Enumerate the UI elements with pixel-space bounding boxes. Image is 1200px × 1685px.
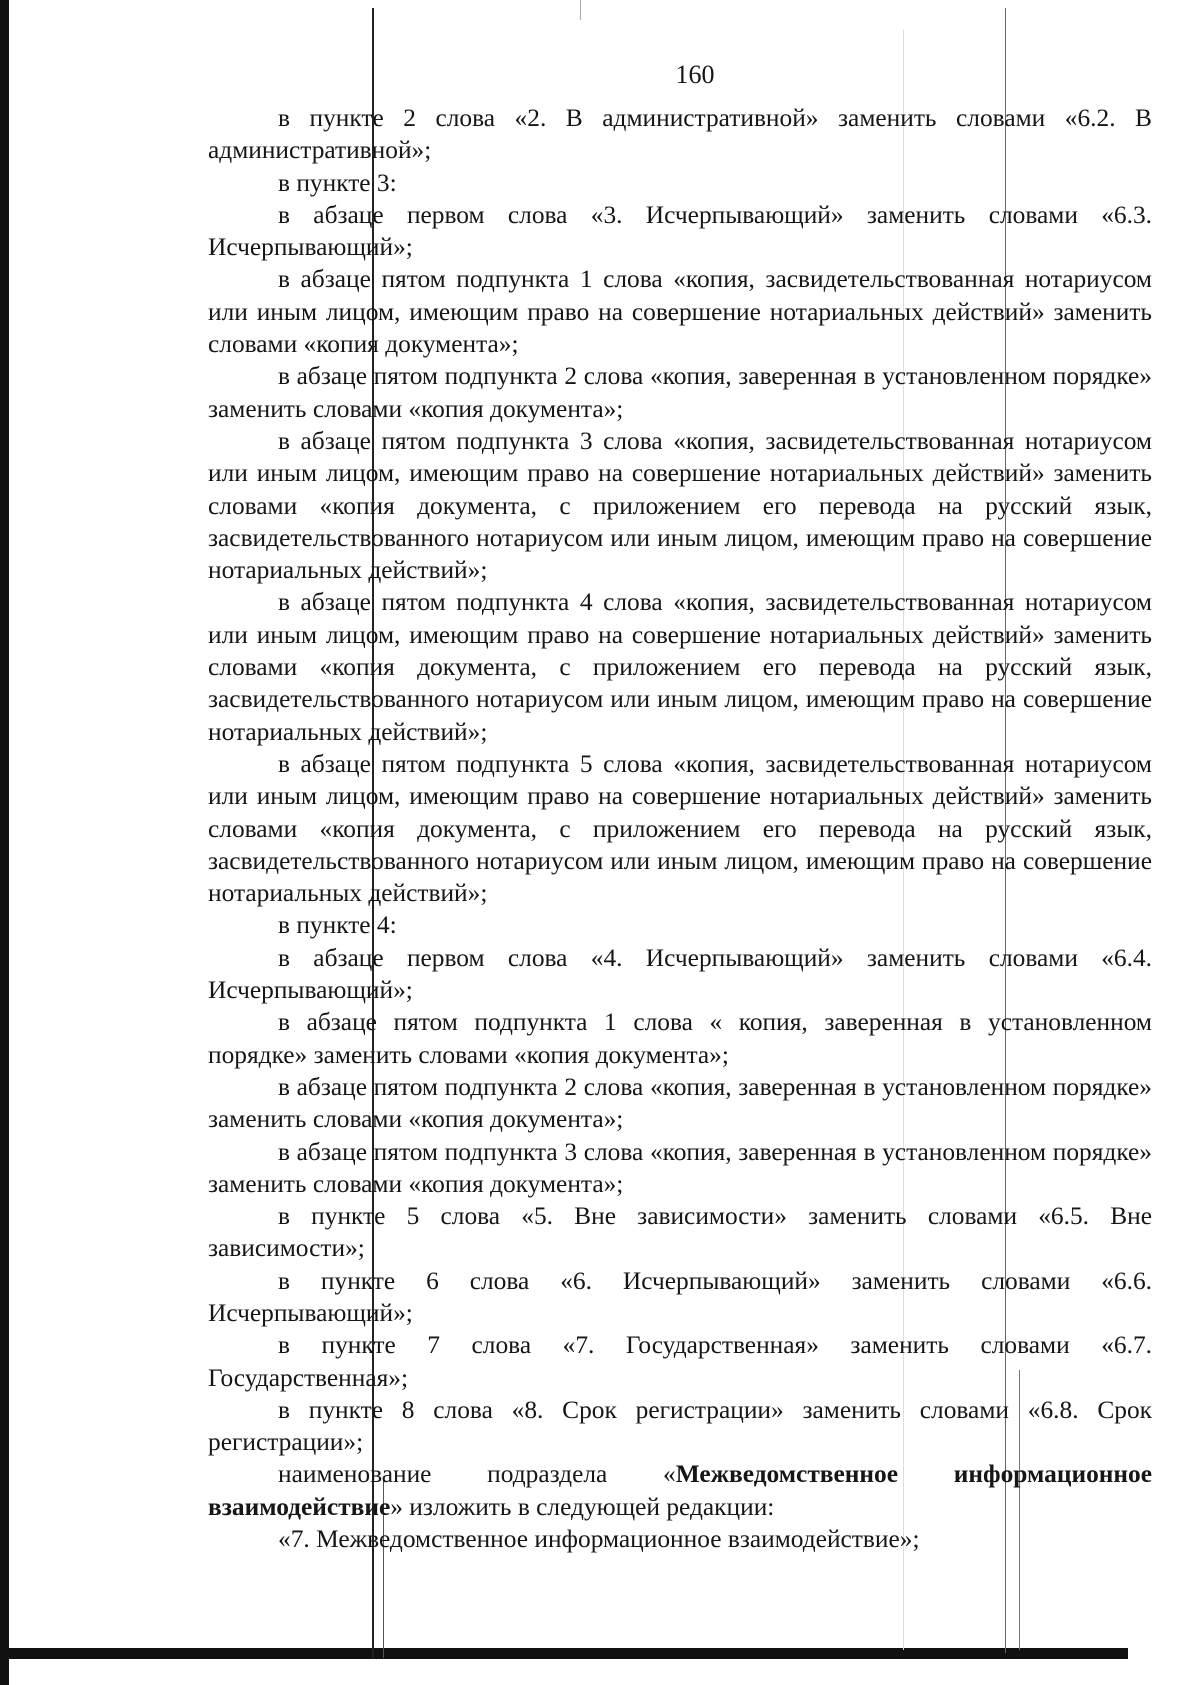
paragraph: в пункте 6 слова «6. Исчерпывающий» заменить словами «6.6. Исчерпывающий»; [208, 1266, 1152, 1327]
paragraph: в абзаце первом слова «4. Исчерпывающий» заменить словами «6.4. Исчерпывающий»; [208, 943, 1152, 1005]
paragraph: в пункте 2 слова «2. В административной» заменить словами «6.2. В административной»; [208, 104, 1152, 165]
paragraph: в пункте 7 слова «7. Государственная» заменить словами «6.7. Государственная»; [208, 1331, 1152, 1392]
paragraph: в абзаце пятом подпункта 1 слова «копия, засвидетельствованная нотариусом или иным лицом, имеющим право на совершение нотариальных действий» заменить словами «копия документа»; [208, 265, 1152, 359]
subsection-title: Межведомственное информационное взаимодействие [208, 1460, 1152, 1521]
paragraph: в абзаце пятом подпункта 3 слова «копия, засвидетельствованная нотариусом или иным лицом, имеющим право на совершение нотариальных действий» заменить словами «копия документа, с приложением его перевода на русский язык, засвидетельствованного нотариусом или иным лицом, имеющим право на совершение нотариальных действий»; [208, 426, 1152, 585]
paragraph: в абзаце пятом подпункта 2 слова «копия, заверенная в установленном порядке» заменить словами «копия документа»; [208, 1072, 1152, 1134]
paragraph: в пункте 4: [278, 911, 397, 940]
scan-edge-left [0, 0, 9, 1685]
paragraph: в пункте 5 слова «5. Вне зависимости» заменить словами «6.5. Вне зависимости»; [208, 1202, 1152, 1263]
scan-fold-line [580, 0, 581, 20]
paragraph: в абзаце пятом подпункта 4 слова «копия, засвидетельствованная нотариусом или иным лицом, имеющим право на совершение нотариальных действий» заменить словами «копия документа, с приложением его перевода на русский язык, засвидетельствованного нотариусом или иным лицом, имеющим право на совершение нотариальных действий»; [208, 588, 1152, 746]
paragraph: в пункте 3: [278, 168, 397, 197]
scan-edge-bottom [0, 1648, 1128, 1659]
paragraph: в абзаце пятом подпункта 3 слова «копия, заверенная в установленном порядке» заменить словами «копия документа»; [208, 1137, 1152, 1198]
subsection-heading-paragraph [208, 1458, 1152, 1523]
paragraph: в пункте 8 слова «8. Срок регистрации» заменить словами «6.8. Срок регистрации»; [208, 1395, 1152, 1457]
document-body [208, 102, 1152, 1555]
paragraph: в абзаце пятом подпункта 2 слова «копия, заверенная в установленном порядке» заменить словами «копия документа»; [208, 362, 1152, 423]
page-number: 160 [675, 60, 715, 89]
paragraph: в абзаце пятом подпункта 5 слова «копия, засвидетельствованная нотариусом или иным лицом, имеющим право на совершение нотариальных действий» заменить словами «копия документа, с приложением его перевода на русский язык, засвидетельствованного нотариусом или иным лицом, имеющим право на совершение нотариальных действий»; [208, 749, 1152, 908]
heading-text-after: » изложить в следующей редакции: [390, 1492, 775, 1521]
paragraph: в абзаце пятом подпункта 1 слова « копия, заверенная в установленном порядке» заменить словами «копия документа»; [208, 1008, 1152, 1069]
paragraph: в абзаце первом слова «3. Исчерпывающий» заменить словами «6.3. Исчерпывающий»; [208, 200, 1152, 262]
heading-text-before: наименование подраздела « [278, 1460, 676, 1489]
paragraph: «7. Межведомственное информационное взаимодействие»; [278, 1525, 920, 1554]
